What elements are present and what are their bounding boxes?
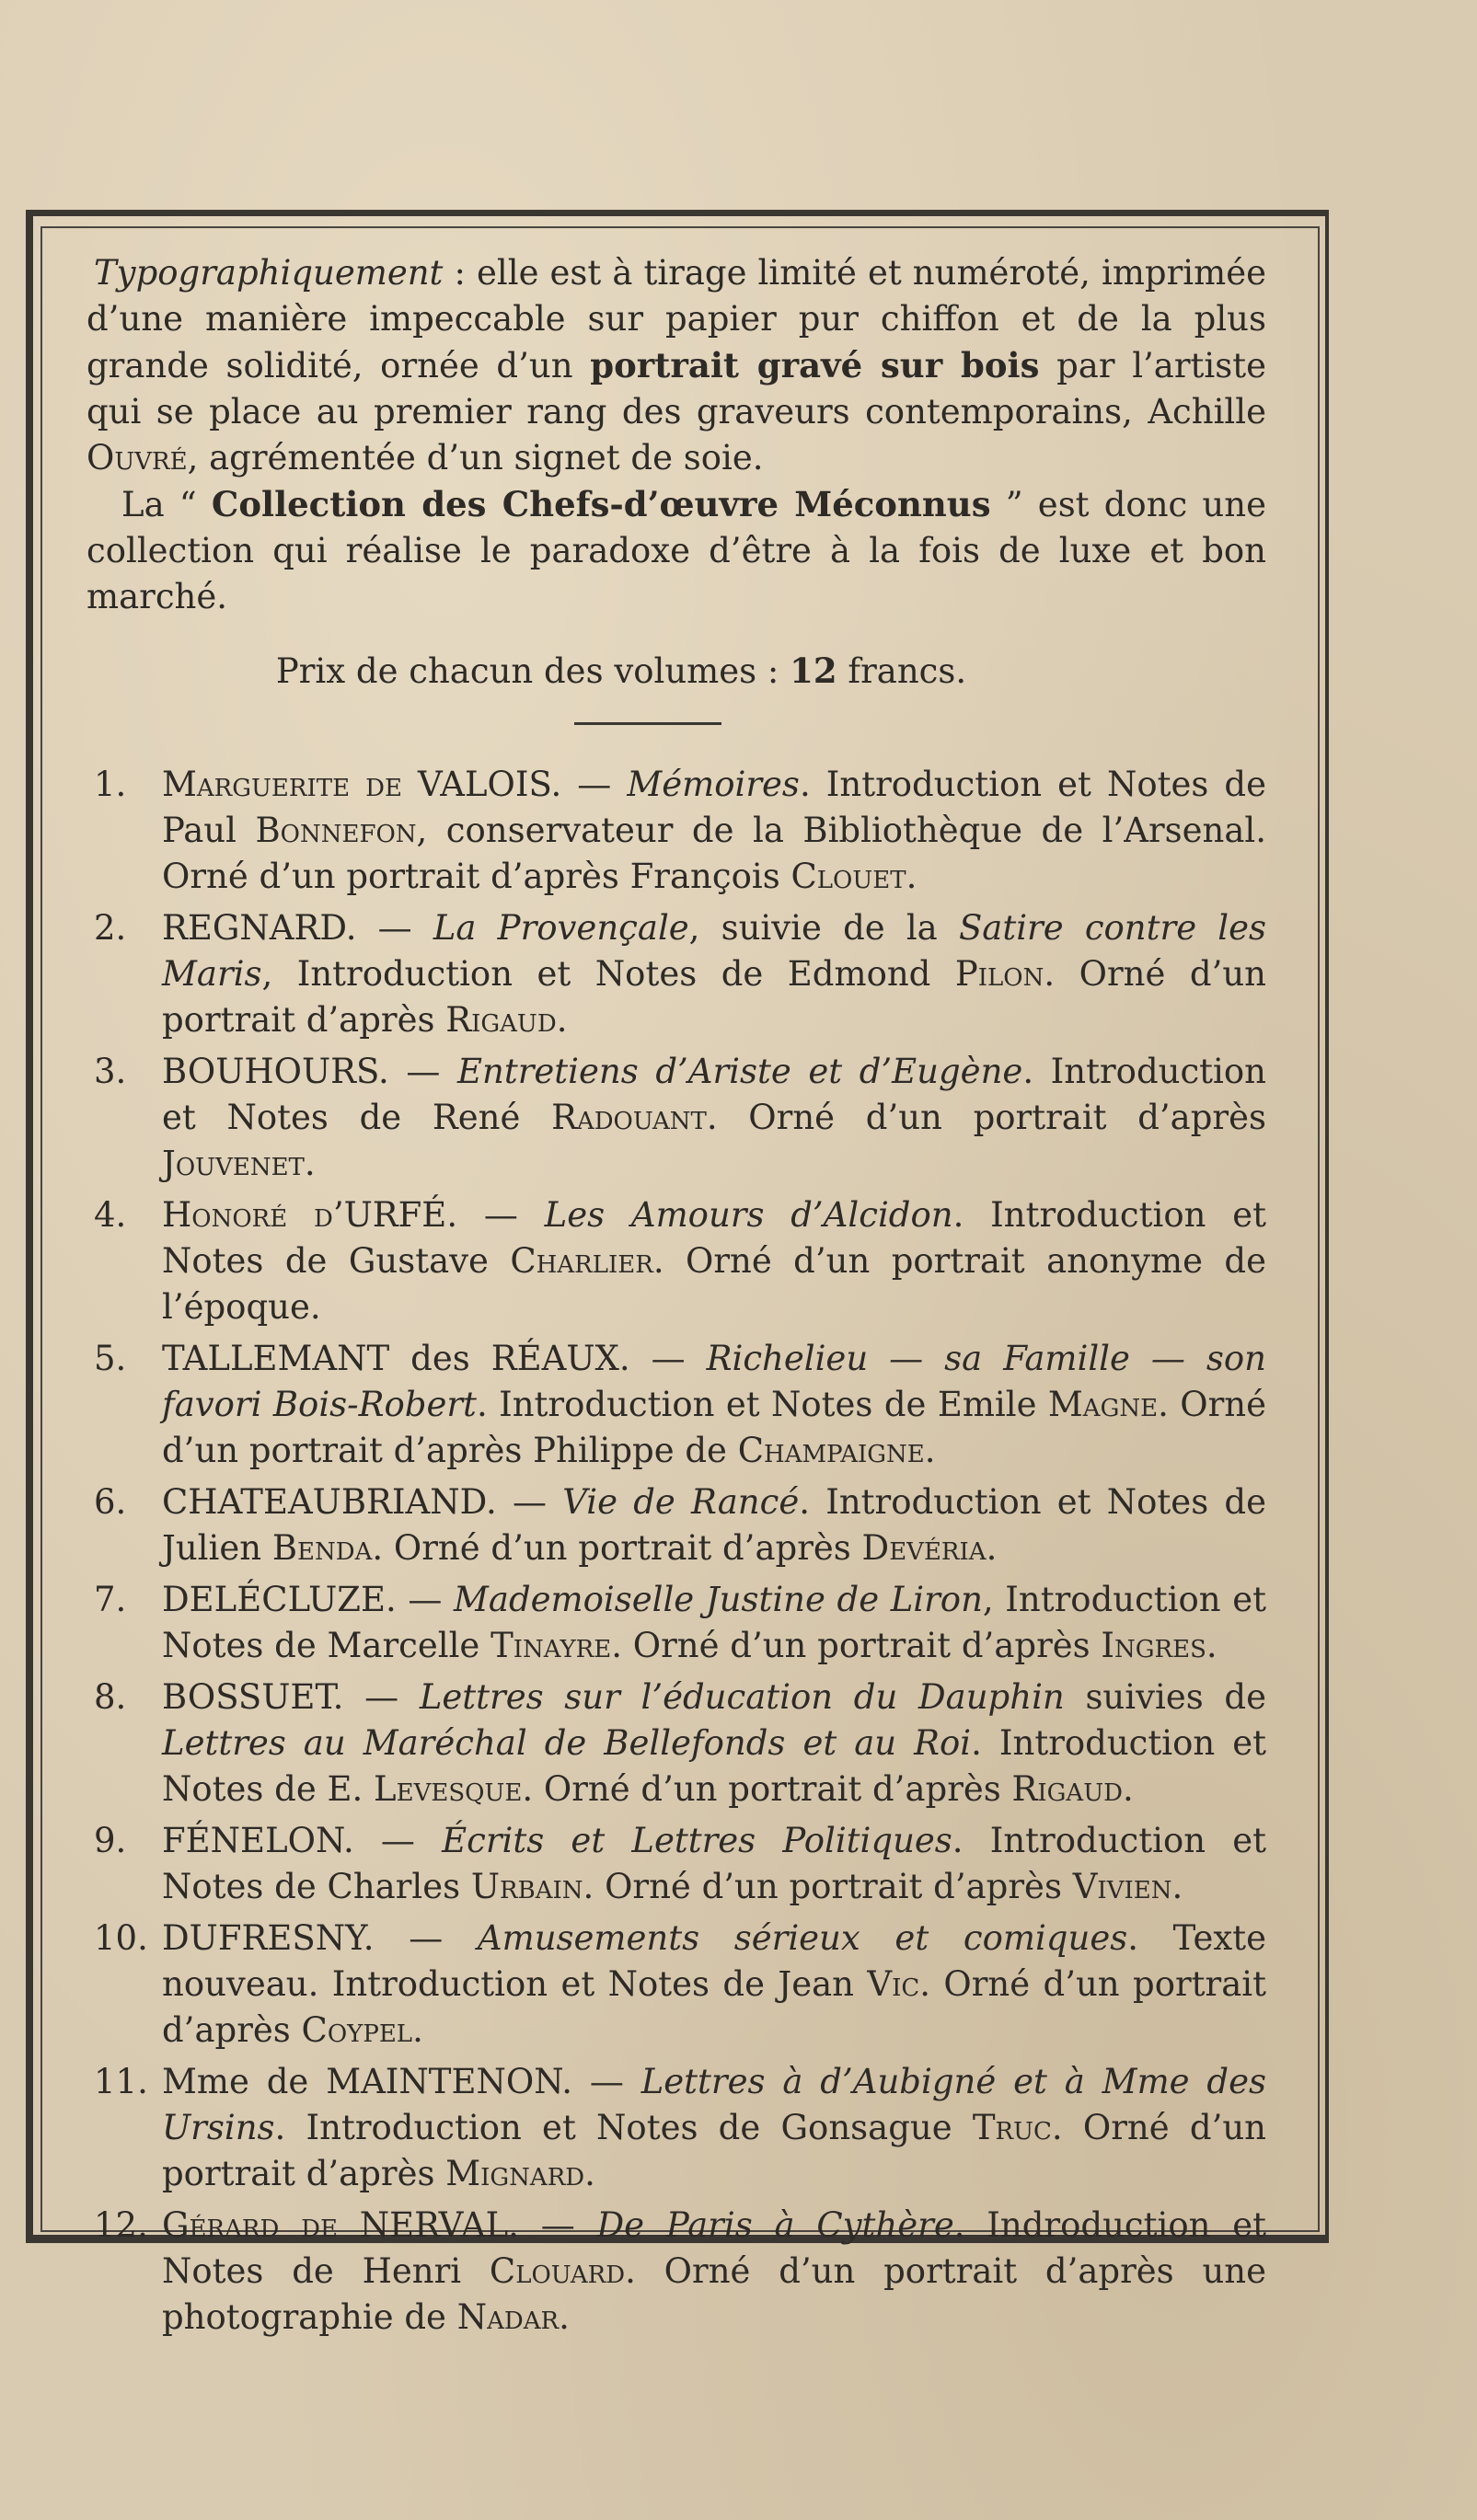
artist-name: Jouvenet [162,1144,305,1183]
item-text: . Orné d’un portrait d’après [706,1098,1267,1137]
author-name: CHATEAUBRIAND. — [162,1482,563,1522]
artist-name: Coypel [301,2010,413,2050]
item-text: . Introduction et Notes de Emile [476,1385,1048,1424]
list-item [87,1192,1266,1330]
intro-paragraph-2 [87,481,1266,620]
artist-name: Clouet [790,857,906,896]
editor-name: Tinayre [490,1626,612,1665]
artist-name: Champaigne [737,1431,925,1470]
item-text: . [559,2297,570,2337]
author-name: DELÉCLUZE. — [162,1580,455,1619]
item-text: . Introduction et Notes de René [162,1052,1266,1137]
price-amount: 12 [790,650,837,691]
list-item [87,1916,1266,2054]
list-item [87,1049,1266,1187]
intro-bold: portrait gravé sur bois [590,345,1040,385]
item-text: , conservateur de la Bibliothèque de l’Arsenal. Orné d’un portrait d’après François [162,811,1266,896]
item-number: 3. [94,1052,127,1091]
collection-name: Collection des Chefs-d’œuvre Méconnus [211,484,991,524]
list-item [87,1818,1266,1910]
item-text: . [1122,1769,1134,1809]
work-title: Mémoires [627,765,800,804]
author-name: MAINTENON. — [308,2062,641,2101]
volume-list [87,762,1266,2341]
item-number: 8. [94,1677,127,1717]
author-name: NERVAL. — [337,2205,597,2245]
editor-name: Radouant [551,1098,707,1137]
work-title: Richelieu — sa Famille — son favori Bois-Robert [162,1339,1266,1424]
item-text: . [1171,1867,1183,1906]
author-prefix: Gérard de [162,2205,338,2245]
work-title: Lettres à d’Aubigné et à Mme des Ursins [162,2062,1266,2147]
author-prefix: Honoré d’ [162,1195,344,1235]
item-text: . [1206,1626,1217,1665]
list-item [87,1479,1266,1571]
intro-italic: Typographiquement [94,253,444,293]
work-title-2: Lettres au Maréchal de Bellefonds et au Roi [162,1723,972,1763]
author-name: BOUHOURS. — [162,1052,458,1091]
artist-name: Mignard [445,2154,585,2193]
item-text: . Introduction et Notes de Julien [162,1482,1266,1568]
page-content [87,250,1266,2346]
item-text: . [986,1528,998,1568]
work-title: Les Amours d’Alcidon [544,1195,953,1235]
intro2-text-a: La “ [121,485,212,524]
item-text: . [556,1000,568,1040]
author-name: URFÉ. — [343,1195,545,1235]
artist-name: Vivien [1072,1867,1172,1906]
editor-name: Truc [972,2108,1052,2147]
item-number: 4. [94,1195,127,1235]
price-line [87,648,1266,695]
item-text: . Orné d’un portrait anonyme de l’époque. [162,1241,1266,1327]
item-text: . Indroduction et Notes de Henri [162,2205,1266,2291]
item-text: . [906,857,917,896]
item-text: , Introduction et Notes de Marcelle [162,1580,1266,1665]
divider [574,722,721,725]
item-text: . Orné d’un portrait d’après [611,1626,1102,1665]
editor-name: Pilon [954,954,1044,994]
item-text: . Introduction et Notes de Charles [162,1821,1267,1906]
editor-name: Clouard [489,2251,626,2291]
work-title: La Provençale [433,908,689,948]
item-text: . [304,1144,316,1183]
price-unit: francs. [837,651,967,691]
item-number: 6. [94,1482,127,1522]
editor-name: Magne [1047,1385,1159,1424]
artist-name: Devéria [861,1528,987,1568]
item-text: . Orné d’un portrait d’après [162,1964,1266,2050]
item-text: . [412,2010,423,2050]
item-text: . [584,2154,595,2193]
author-name: TALLEMANT des RÉAUX. — [162,1339,707,1378]
item-text: . Orné d’un portrait d’après [372,1528,862,1568]
item-number: 10. [94,1918,148,1958]
item-text: suivies de [1064,1677,1266,1717]
work-title: Lettres sur l’éducation du Dauphin [419,1677,1065,1717]
item-number: 12. [94,2205,148,2245]
item-text: . Orné d’un portrait d’après [162,954,1266,1040]
editor-name: Bonnefon [255,811,417,850]
item-number: 11. [94,2062,148,2101]
author-name: DUFRESNY. — [162,1918,478,1958]
item-text: . Orné d’un portrait d’après [583,1867,1073,1906]
artist-name: Ingres [1101,1626,1206,1665]
list-item [87,2203,1266,2341]
item-text: . Orné d’un portrait d’après [522,1769,1012,1809]
list-item [87,905,1266,1043]
editor-name: Benda [271,1528,373,1568]
list-item [87,1577,1266,1669]
item-text: . Texte nouveau. Introduction et Notes de Jean [162,1918,1266,2004]
item-number: 5. [94,1339,127,1378]
artist-name: Nadar [456,2297,560,2337]
author-name: FÉNELON. — [162,1821,443,1860]
intro-text-b: par l’artiste qui se place au premier rang des graveurs contemporains, Achille [87,346,1267,432]
item-number: 2. [94,908,127,948]
intro-text-a: : elle est à tirage limité et numéroté, imprimée d’une manière impeccable sur papier pur chiffon et de la plus grande solidité, ornée d’un [87,253,1266,385]
editor-name: Urbain [470,1867,583,1906]
item-text: . Introduction et Notes de Gonsague [274,2108,973,2147]
work-title: Amusements sérieux et comiques [477,1918,1128,1958]
list-item [87,1674,1266,1812]
work-title-2: Satire contre les Maris [162,908,1266,994]
list-item [87,762,1266,900]
item-text: , Introduction et Notes de Edmond [261,954,955,994]
author-prefix: Marguerite de [162,765,402,804]
artist-name: Rigaud [1011,1769,1123,1809]
author-prefix: Mme de [162,2062,309,2101]
work-title: Entretiens d’Ariste et d’Eugène [457,1052,1023,1091]
item-text: . Introduction et Notes de Paul [162,765,1266,850]
item-text: . Orné d’un portrait d’après Philippe de [162,1385,1266,1470]
engraver-name: Ouvré [87,438,188,478]
list-item [87,2059,1266,2197]
item-text: , suivie de la [688,908,959,948]
work-title: Mademoiselle Justine de Liron [454,1580,983,1619]
artist-name: Rigaud [445,1000,557,1040]
intro-paragraph-1 [87,250,1266,481]
item-text: . Introduction et Notes de Gustave [162,1195,1266,1281]
item-number: 9. [94,1821,127,1860]
editor-name: Charlier [510,1241,653,1281]
price-text: Prix de chacun des volumes : [275,651,790,691]
item-text: . Orné d’un portrait d’après une photographie de [162,2251,1266,2337]
work-title: De Paris à Cythère [596,2205,954,2245]
item-text: . Introduction et Notes de E. [162,1723,1266,1809]
item-text: . [924,1431,936,1470]
intro2-text-b: ” est donc une collection qui réalise le paradoxe d’être à la fois de luxe et bon marché. [87,485,1266,616]
author-name: VALOIS. — [401,765,628,804]
work-title: Vie de Rancé [562,1482,800,1522]
editor-name: Vic [867,1964,920,2004]
item-number: 1. [94,765,127,804]
item-text: . Orné d’un portrait d’après [162,2108,1266,2193]
item-number: 7. [94,1580,127,1619]
list-item [87,1336,1266,1474]
intro-text-c: , agrémentée d’un signet de soie. [187,438,764,478]
author-name: BOSSUET. — [162,1677,420,1717]
editor-name: Levesque [374,1769,523,1809]
work-title: Écrits et Lettres Politiques [442,1821,952,1860]
author-name: REGNARD. — [162,908,433,948]
